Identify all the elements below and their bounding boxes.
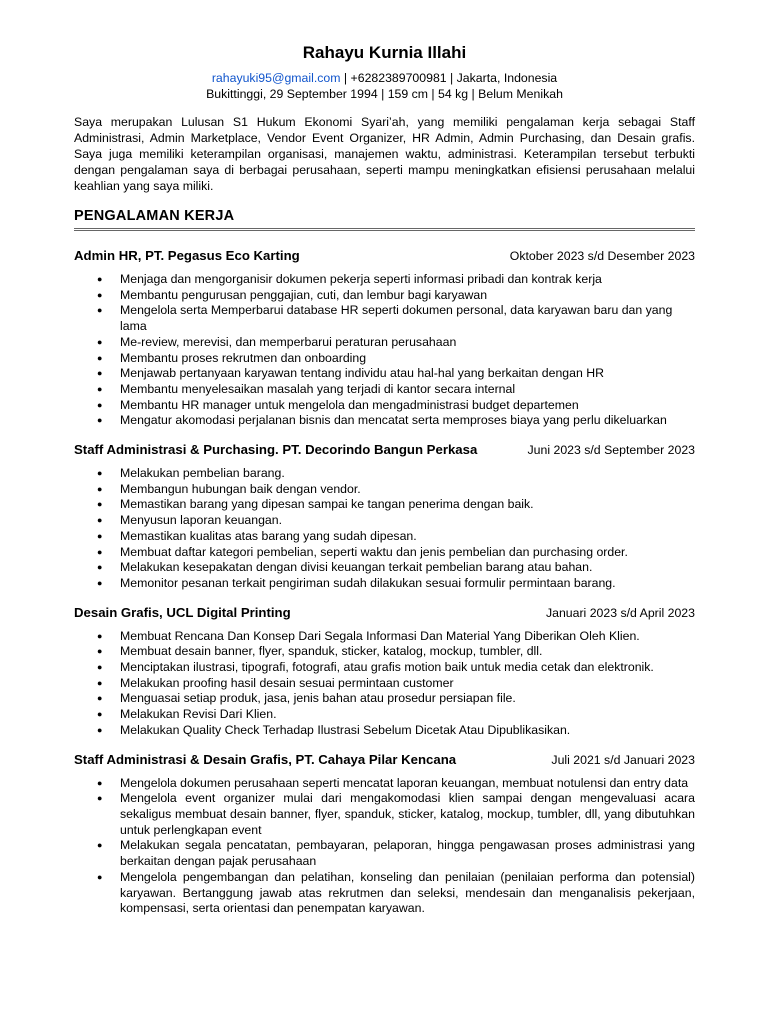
duty-item: ● Melakukan segala pencatatan, pembayaran, pelaporan, hingga pengawasan proses administrasi yang berkaitan dengan pajak perusahaan	[74, 838, 695, 869]
personal-details: Bukittinggi, 29 September 1994 | 159 cm | 54 kg | Belum Menikah	[206, 87, 563, 101]
section-title-experience: PENGALAMAN KERJA	[74, 208, 235, 224]
candidate-name: Rahayu Kurnia Illahi	[302, 43, 467, 62]
duty-item: ● Memastikan kualitas atas barang yang sudah dipesan.	[74, 529, 695, 545]
job-date: Juni 2023 s/d September 2023	[527, 443, 695, 458]
duty-item: ● Mengelola serta Memperbarui database HR seperti dokumen personal, data karyawan baru dan yang lama	[74, 303, 695, 334]
duty-item: ● Menguasai setiap produk, jasa, jenis bahan atau prosedur persiapan file.	[74, 691, 695, 707]
duty-item: ● Membangun hubungan baik dengan vendor.	[74, 482, 695, 498]
duty-item: ● Menciptakan ilustrasi, tipografi, fotografi, atau grafis motion baik untuk media cetak dan elektronik.	[74, 660, 695, 676]
duty-item: ● Membuat desain banner, flyer, spanduk, sticker, katalog, mockup, tumbler, dll.	[74, 644, 695, 660]
job-entry	[74, 751, 695, 917]
duty-item: ● Mengelola pengembangan dan pelatihan, konseling dan penilaian (penilaian performa dan potensial) karyawan. Bertanggung jawab atas rekrutmen dan seleksi, mendesain dan menganalisis pekerjaan, kompensasi, serta orientasi dan penempatan karyawan.	[74, 870, 695, 917]
duty-item: ● Memonitor pesanan terkait pengiriman sudah dilakukan sesuai formulir permintaan barang.	[74, 576, 695, 592]
job-title: Staff Administrasi & Desain Grafis, PT. Cahaya Pilar Kencana	[74, 751, 457, 767]
duty-item: ● Mengatur akomodasi perjalanan bisnis dan mencatat serta memproses biaya yang perlu dikeluarkan	[74, 413, 695, 429]
duty-item: ● Menjawab pertanyaan karyawan tentang individu atau hal-hal yang berkaitan dengan HR	[74, 366, 695, 382]
duty-item: ● Melakukan Quality Check Terhadap Ilustrasi Sebelum Dicetak Atau Dipublikasikan.	[74, 723, 695, 739]
duty-item: ● Mengelola event organizer mulai dari mengakomodasi klien sampai dengan mengevaluasi acara sekaligus membuat desain banner, flyer, spanduk, sticker, katalog, mockup, tumbler, dll, yang dibutuhkan untuk perlengkapan event	[74, 791, 695, 838]
duty-list	[74, 776, 695, 917]
duty-item: ● Membantu proses rekrutmen dan onboarding	[74, 351, 695, 367]
job-title: Staff Administrasi & Purchasing. PT. Decorindo Bangun Perkasa	[74, 442, 478, 458]
contact-details: | +6282389700981 | Jakarta, Indonesia	[340, 71, 558, 85]
duty-item: ● Melakukan kesepakatan dengan divisi keuangan terkait pembelian barang atau bahan.	[74, 560, 695, 576]
job-entry	[74, 604, 695, 739]
duty-item: ● Me-review, merevisi, dan memperbarui peraturan perusahaan	[74, 335, 695, 351]
email-link[interactable]: rahayuki95@gmail.com	[211, 71, 341, 85]
duty-item: ● Melakukan pembelian barang.	[74, 466, 695, 482]
job-date: Juli 2021 s/d Januari 2023	[551, 752, 695, 767]
duty-item: ● Mengelola dokumen perusahaan seperti mencatat laporan keuangan, membuat notulensi dan entry data	[74, 776, 695, 792]
duty-item: ● Melakukan Revisi Dari Klien.	[74, 707, 695, 723]
job-entry	[74, 441, 695, 592]
duty-item: ● Membuat daftar kategori pembelian, seperti waktu dan jenis pembelian dan purchasing order.	[74, 545, 695, 561]
duty-item: ● Memastikan barang yang dipesan sampai ke tangan penerima dengan baik.	[74, 497, 695, 513]
job-date: Januari 2023 s/d April 2023	[545, 605, 695, 620]
duty-item: ● Membantu HR manager untuk mengelola dan mengadministrasi budget departemen	[74, 398, 695, 414]
duty-list	[74, 466, 695, 592]
job-entry	[74, 247, 695, 429]
duty-item: ● Membantu menyelesaikan masalah yang terjadi di kantor secara internal	[74, 382, 695, 398]
section-divider	[74, 228, 695, 231]
job-date: Oktober 2023 s/d Desember 2023	[509, 249, 695, 263]
job-title: Admin HR, PT. Pegasus Eco Karting	[74, 248, 300, 263]
duty-item: ● Melakukan proofing hasil desain sesuai permintaan customer	[74, 676, 695, 692]
duty-list	[74, 629, 695, 739]
job-title: Desain Grafis, UCL Digital Printing	[74, 604, 291, 620]
duty-item: ● Menjaga dan mengorganisir dokumen pekerja seperti informasi pribadi dan kontrak kerja	[74, 272, 695, 288]
duty-item: ● Membantu pengurusan penggajian, cuti, dan lembur bagi karyawan	[74, 288, 695, 304]
duty-list	[74, 272, 695, 429]
duty-item: ● Membuat Rencana Dan Konsep Dari Segala Informasi Dan Material Yang Diberikan Oleh Klien.	[74, 629, 695, 645]
profile-summary: Saya merupakan Lulusan S1 Hukum Ekonomi Syari’ah, yang memiliki pengalaman kerja sebagai Staff Administrasi, Admin Marketplace, Vendor Event Organizer, HR Admin, Admin Purchasing, dan Desain grafis. Saya juga memiliki keterampilan organisasi, manajemen waktu, administrasi. Keterampilan tersebut terbukti dengan pengalaman saya di berbagai perusahaan, seperti mampu meningkatkan efisiensi perusahaan melalui keahlian yang saya miliki.	[74, 115, 695, 193]
duty-item: ● Menyusun laporan keuangan.	[74, 513, 695, 529]
contact-line	[74, 70, 695, 86]
